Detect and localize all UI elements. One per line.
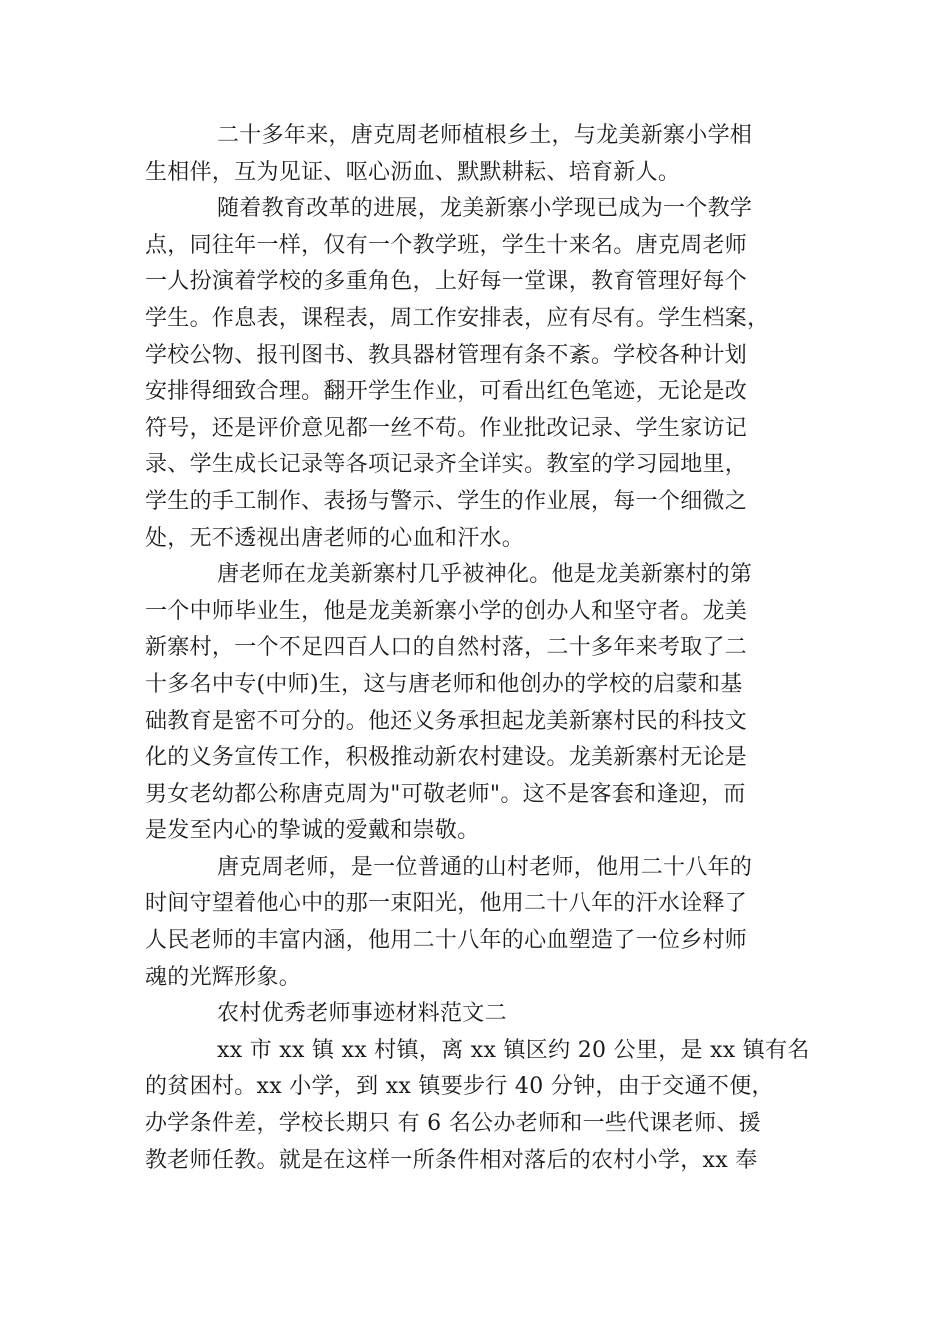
paragraph-3 [145, 557, 805, 850]
paragraph-1 [145, 118, 805, 191]
text-line: 教老师任教。就是在这样一所条件相对落后的农村小学，xx 奉 [145, 1147, 758, 1173]
text-line: 学生的手工制作、表扬与警示、学生的作业展，每一个细微之 [145, 488, 748, 514]
text-line: 随着教育改革的进展，龙美新寨小学现已成为一个教学 [217, 196, 753, 222]
section-title: 农村优秀老师事迹材料范文二 [217, 1001, 507, 1027]
text-line: 一个中师毕业生，他是龙美新寨小学的创办人和坚守者。龙美 [145, 598, 748, 624]
text-line: 安排得细致合理。翻开学生作业，可看出红色笔迹，无论是改 [145, 379, 748, 405]
section-heading [145, 996, 805, 1033]
text-line: 魂的光辉形象。 [145, 964, 302, 990]
text-line: 二十多年来，唐克周老师植根乡土，与龙美新寨小学相 [217, 123, 753, 148]
document-body [145, 118, 810, 1179]
paragraph-2 [145, 191, 805, 557]
text-line: 点，同往年一样，仅有一个教学班，学生十来名。唐克周老师 [145, 232, 748, 258]
text-line: 唐老师在龙美新寨村几乎被神化。他是龙美新寨村的第 [217, 562, 753, 588]
paragraph-5 [145, 1033, 810, 1179]
text-line: 学校公物、报刊图书、教具器材管理有条不紊。学校各种计划 [145, 342, 748, 368]
text-line: 新寨村，一个不足四百人口的自然村落，二十多年来考取了二 [145, 635, 748, 661]
text-line: 生相伴，互为见证、呕心沥血、默默耕耘、培育新人。 [145, 159, 681, 185]
text-line: 学生。作息表，课程表，周工作安排表，应有尽有。学生档案， [145, 305, 770, 331]
text-line: 时间守望着他心中的那一束阳光，他用二十八年的汗水诠释了 [145, 891, 748, 917]
text-line: 处，无不透视出唐老师的心血和汗水。 [145, 525, 525, 551]
paragraph-4 [145, 850, 805, 996]
text-line: 化的义务宣传工作，积极推动新农村建设。龙美新寨村无论是 [145, 745, 748, 771]
text-line: 的贫困村。xx 小学，到 xx 镇要步行 40 分钟，由于交通不便， [145, 1074, 774, 1100]
text-line: 十多名中专(中师)生，这与唐老师和他创办的学校的启蒙和基 [145, 671, 743, 697]
text-line: xx 市 xx 镇 xx 村镇，离 xx 镇区约 20 公里，是 xx 镇有名 [217, 1037, 810, 1063]
text-line: 是发至内心的挚诚的爱戴和崇敬。 [145, 818, 480, 844]
text-line: 录、学生成长记录等各项记录齐全详实。教室的学习园地里， [145, 452, 748, 478]
text-line: 符号，还是评价意见都一丝不苟。作业批改记录、学生家访记 [145, 415, 748, 441]
text-line: 一人扮演着学校的多重角色，上好每一堂课，教育管理好每个 [145, 269, 748, 295]
text-line: 础教育是密不可分的。他还义务承担起龙美新寨村民的科技文 [145, 708, 748, 734]
text-line: 男女老幼都公称唐克周为"可敬老师"。这不是客套和逢迎，而 [145, 781, 746, 807]
text-line: 人民老师的丰富内涵，他用二十八年的心血塑造了一位乡村师 [145, 928, 748, 954]
text-line: 唐克周老师，是一位普通的山村老师，他用二十八年的 [217, 854, 753, 880]
text-line: 办学条件差，学校长期只 有 6 名公办老师和一些代课老师、援 [145, 1111, 761, 1137]
